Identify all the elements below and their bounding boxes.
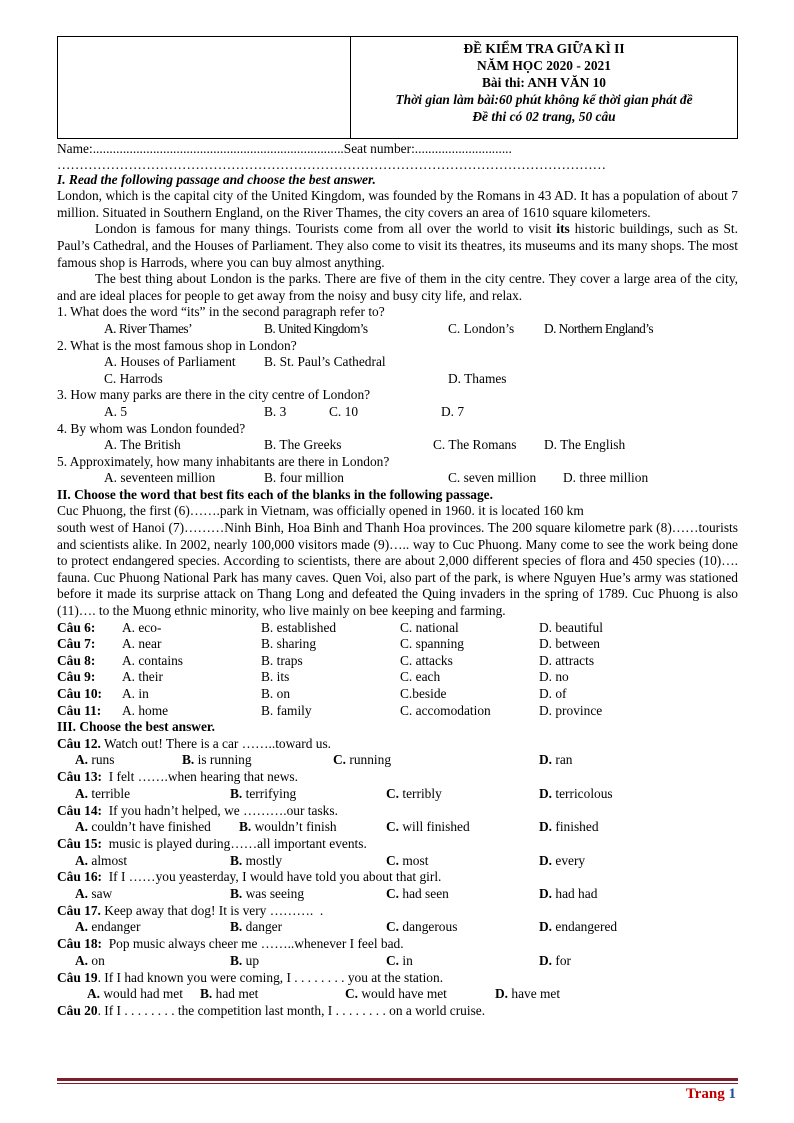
passage1-paragraph3: The best thing about London is the parks. There are five of them in the city centre. They cover a large area of the city, and are ideal places for people to get away from the noisy and busy city life, and relax. <box>57 271 738 303</box>
option-b <box>230 786 296 803</box>
option-c: C. spanning <box>400 636 464 652</box>
option-text: had seen <box>402 885 449 901</box>
question-15-options <box>57 853 738 870</box>
time-allowed: Thời gian làm bài:60 phút không kể thời gian phát đề <box>395 92 693 107</box>
question-17 <box>57 903 738 920</box>
question-label: Câu 13: <box>57 769 103 785</box>
question-13-options <box>57 786 738 803</box>
option-b <box>230 953 259 970</box>
option-d: D. Thames <box>448 370 507 386</box>
option-letter: A. <box>75 885 92 901</box>
question-text: music is played during……all important events. <box>102 835 367 851</box>
option-text: terrifying <box>245 785 297 801</box>
option-text: runs <box>91 752 115 768</box>
option-text: would have met <box>361 986 447 1002</box>
question-20 <box>57 1003 738 1020</box>
option-b <box>230 886 304 903</box>
option-b: B. 3 <box>264 403 287 419</box>
option-d: D. attracts <box>539 652 595 668</box>
option-letter: C. <box>386 852 403 868</box>
page-number <box>686 1086 736 1103</box>
option-letter: A. <box>87 986 104 1002</box>
option-letter: D. <box>539 952 556 968</box>
option-b: B. United Kingdom’s <box>264 320 368 336</box>
option-a: A. The British <box>104 437 181 453</box>
option-a <box>87 986 183 1003</box>
option-b: B. on <box>261 686 291 701</box>
page-label: Trang <box>685 1086 725 1102</box>
option-a <box>75 919 140 936</box>
question-4: 4. By whom was London founded? <box>57 420 246 436</box>
question-label: Câu 15: <box>57 835 103 851</box>
question-text: I felt …….when hearing that news. <box>102 769 298 785</box>
option-a: A. eco- <box>122 619 162 635</box>
question-label: Câu 9: <box>57 669 96 685</box>
option-b: B. family <box>261 702 312 718</box>
option-text: saw <box>91 885 113 901</box>
question-label: Câu 20 <box>57 1002 98 1018</box>
option-a: A. in <box>122 686 149 701</box>
option-text: running <box>349 752 392 768</box>
option-letter: D. <box>539 785 556 801</box>
option-text: had had <box>555 885 598 901</box>
option-text: would had met <box>103 986 183 1002</box>
option-c <box>386 953 413 970</box>
option-text: couldn’t have finished <box>91 819 211 835</box>
option-d: D. Northern England’s <box>544 320 654 336</box>
option-d: D. 7 <box>441 403 465 419</box>
option-b: B. established <box>261 619 337 635</box>
student-info-line: Name:...........................................................................Seat number:............................. <box>57 141 512 156</box>
option-letter: B. <box>239 819 255 835</box>
option-c: C. each <box>400 669 441 685</box>
section2-title: II. Choose the word that best fits each of the blanks in the following passage. <box>57 486 493 502</box>
passage1-paragraph1: London, which is the capital city of the United Kingdom, was founded by the Romans in 43 AD. It has a population of about 7 million. Situated in Southern England, on the River Thames, the city covers an area of 1610 square kilometers. <box>57 188 738 220</box>
question-label: Câu 14: <box>57 802 103 818</box>
option-a <box>75 819 211 836</box>
option-letter: A. <box>75 752 92 768</box>
question-label: Câu 17. <box>57 902 101 918</box>
option-b <box>230 919 282 936</box>
option-b: B. its <box>261 669 290 685</box>
footer-rule-thin <box>57 1083 738 1084</box>
question-4-options <box>57 437 738 454</box>
question-5-options <box>57 470 738 487</box>
option-a: A. home <box>122 702 169 718</box>
question-16-options <box>57 886 738 903</box>
option-text: in <box>402 952 413 968</box>
option-letter: B. <box>230 852 246 868</box>
option-letter: A. <box>75 785 92 801</box>
option-letter: A. <box>75 952 92 968</box>
p2-part-a: London is famous for many things. Tourists come from all over the world to visit <box>95 221 557 237</box>
question-label: Câu 16: <box>57 869 103 885</box>
question-17-options <box>57 919 738 936</box>
option-text: up <box>245 952 260 968</box>
header-left-cell <box>58 37 351 138</box>
question-text: Pop music always cheer me ……..whenever I feel bad. <box>102 936 404 952</box>
cloze-row <box>57 669 738 686</box>
cloze-row <box>57 636 738 653</box>
option-d: D. The English <box>544 437 626 453</box>
option-c: C. 10 <box>329 403 359 419</box>
option-text: every <box>555 852 586 868</box>
option-d: D. beautiful <box>539 619 603 635</box>
option-letter: B. <box>200 986 216 1002</box>
question-18-options <box>57 953 738 970</box>
option-a: A. near <box>122 636 162 652</box>
option-c: C. accomodation <box>400 702 491 718</box>
option-letter: C. <box>345 986 362 1002</box>
exam-header-box <box>57 36 738 139</box>
option-b <box>200 986 258 1003</box>
option-c <box>386 919 457 936</box>
p2-part-c: historic buildings, such as St. Paul’s Cathedral, and the Houses of Parliament. They also come to visit its theatres, its museums and its many shops. The most famous shop is Harrods, where you can buy almost anything. <box>57 221 738 270</box>
option-b <box>182 752 252 769</box>
question-2: 2. What is the most famous shop in London? <box>57 337 297 353</box>
option-b <box>239 819 337 836</box>
passage1-paragraph2 <box>57 221 738 271</box>
option-a: A. contains <box>122 652 183 668</box>
exam-page <box>57 36 738 1020</box>
option-a <box>75 786 130 803</box>
option-a <box>75 953 105 970</box>
option-text: most <box>402 852 429 868</box>
option-letter: C. <box>386 919 403 935</box>
option-letter: A. <box>75 819 92 835</box>
option-letter: C. <box>333 752 350 768</box>
option-letter: C. <box>386 952 403 968</box>
option-c <box>386 786 442 803</box>
option-letter: B. <box>230 952 246 968</box>
cloze-row <box>57 703 738 720</box>
option-letter: A. <box>75 919 92 935</box>
option-c <box>333 752 391 769</box>
option-c: C. London’s <box>448 320 515 336</box>
option-d <box>539 853 585 870</box>
option-letter: B. <box>230 919 246 935</box>
option-d <box>539 886 597 903</box>
option-d <box>539 953 571 970</box>
question-label: Câu 19 <box>57 969 98 985</box>
option-b: B. The Greeks <box>264 437 342 453</box>
question-14 <box>57 803 738 820</box>
question-1-options <box>57 321 738 338</box>
question-text: Watch out! There is a car ……..toward us. <box>100 735 331 751</box>
question-13 <box>57 769 738 786</box>
option-d: D. three million <box>563 470 649 486</box>
option-letter: C. <box>386 785 403 801</box>
option-letter: D. <box>495 986 512 1002</box>
question-label: Câu 12. <box>57 735 101 751</box>
option-letter: D. <box>539 752 556 768</box>
option-a <box>75 886 112 903</box>
option-a: A. their <box>122 669 163 685</box>
option-letter: D. <box>539 819 556 835</box>
option-text: have met <box>511 986 561 1002</box>
option-b: B. St. Paul’s Cathedral <box>264 354 386 370</box>
option-text: is running <box>197 752 252 768</box>
option-text: endanger <box>91 919 141 935</box>
question-5: 5. Approximately, how many inhabitants are there in London? <box>57 453 390 469</box>
cloze-answer-table <box>57 620 738 720</box>
question-2-options-ab <box>57 354 738 371</box>
option-d <box>539 752 572 769</box>
cloze-row <box>57 620 738 637</box>
option-text: endangered <box>555 919 618 935</box>
option-text: terrible <box>91 785 131 801</box>
option-d: D. no <box>539 669 569 685</box>
passage2-line1: Cuc Phuong, the first (6)…….park in Vietnam, was officially opened in 1960. it is located 160 km <box>57 503 584 519</box>
option-d: D. province <box>539 702 603 718</box>
option-d <box>495 986 560 1003</box>
subject: Bài thi: ANH VĂN 10 <box>482 75 606 90</box>
option-c: C. attacks <box>400 652 453 668</box>
option-b: B. sharing <box>261 636 317 652</box>
question-14-options <box>57 819 738 836</box>
option-text: terricolous <box>555 785 613 801</box>
option-c <box>345 986 447 1003</box>
option-text: dangerous <box>402 919 458 935</box>
option-a: A. seventeen million <box>104 470 216 486</box>
mcq-list <box>57 736 738 1020</box>
option-a <box>75 752 114 769</box>
option-letter: D. <box>539 885 556 901</box>
question-text: If I ……you yeasterday, I would have told you about that girl. <box>102 869 442 885</box>
passage2-body: south west of Hanoi (7)………Ninh Binh, Hoa Binh and Thanh Hoa provinces. The 200 square kilometre park (8)……tourists and scientists alike. In 2002, nearly 100,000 visitors made (9)….. way to Cuc Phuong. Many come to see the work being done to protect endangered species. According to scientists, there are about 2,000 different species of flora and 450 species (10)…. fauna. Cuc Phuong National Park has many caves. Quen Voi, also part of the park, is where Nguyen Hue’s army was stationed before it made its surprise attack on Thang Long and defeated the Quing invaders in the spring of 1789. Cuc Phuong is also (11)…. to the Muong ethnic minority, who live mainly on bee keeping and farming. <box>57 520 738 619</box>
question-label: Câu 6: <box>57 619 96 635</box>
option-text: will finished <box>402 819 470 835</box>
option-letter: C. <box>386 885 403 901</box>
option-c: C. Harrods <box>104 370 163 386</box>
option-text: finished <box>555 819 599 835</box>
question-text: . If I . . . . . . . . the competition last month, I . . . . . . . . on a world cruise. <box>97 1002 486 1018</box>
option-text: mostly <box>245 852 283 868</box>
option-text: almost <box>91 852 128 868</box>
question-label: Câu 18: <box>57 936 103 952</box>
header-right-cell <box>351 37 737 138</box>
option-d: D. between <box>539 636 600 652</box>
footer-rule-thick <box>57 1078 738 1081</box>
option-c <box>386 886 449 903</box>
option-text: ran <box>555 752 573 768</box>
question-12-options <box>57 752 738 769</box>
page-num: 1 <box>728 1086 736 1102</box>
cloze-row <box>57 653 738 670</box>
question-18 <box>57 936 738 953</box>
option-b: B. four million <box>264 470 344 486</box>
option-c: C. seven million <box>448 470 537 486</box>
question-text: Keep away that dog! It is very ………. . <box>100 902 324 918</box>
question-16 <box>57 869 738 886</box>
option-d <box>539 786 613 803</box>
option-c: C.beside <box>400 686 447 701</box>
option-text: for <box>555 952 571 968</box>
exam-title: ĐỀ KIỂM TRA GIỮA KÌ II <box>463 41 625 56</box>
option-a: A. River Thames’ <box>104 320 193 336</box>
question-label: Câu 8: <box>57 652 96 668</box>
dots-divider: …………………………………………………………………………………………………………… <box>57 156 607 172</box>
question-3: 3. How many parks are there in the city centre of London? <box>57 387 371 403</box>
option-c <box>386 819 470 836</box>
option-letter: D. <box>539 919 556 935</box>
option-a <box>75 853 127 870</box>
question-2-options-cd <box>57 371 738 388</box>
option-letter: C. <box>386 819 403 835</box>
option-c: C. The Romans <box>433 437 517 453</box>
page-count: Đề thi có 02 trang, 50 câu <box>472 109 616 124</box>
option-c <box>386 853 428 870</box>
question-label: Câu 7: <box>57 636 96 652</box>
cloze-row <box>57 686 738 703</box>
option-b <box>230 853 282 870</box>
option-text: was seeing <box>245 885 305 901</box>
option-a: A. 5 <box>104 403 128 419</box>
option-letter: B. <box>230 885 246 901</box>
option-text: had met <box>215 986 259 1002</box>
question-label: Câu 10: <box>57 686 103 701</box>
question-text: . If I had known you were coming, I . . . . . . . . you at the station. <box>97 969 444 985</box>
question-12 <box>57 736 738 753</box>
p2-bold-its: its <box>556 221 570 237</box>
option-letter: A. <box>75 852 92 868</box>
question-text: If you hadn’t helped, we ……….our tasks. <box>102 802 338 818</box>
question-label: Câu 11: <box>57 702 102 718</box>
school-year: NĂM HỌC 2020 - 2021 <box>477 58 611 73</box>
option-d <box>539 919 617 936</box>
option-letter: B. <box>230 785 246 801</box>
option-text: danger <box>245 919 283 935</box>
option-d <box>539 819 599 836</box>
option-letter: D. <box>539 852 556 868</box>
section1-title: I. Read the following passage and choose the best answer. <box>57 171 376 187</box>
option-text: wouldn’t finish <box>254 819 337 835</box>
question-3-options <box>57 404 738 421</box>
option-letter: B. <box>182 752 198 768</box>
option-d: D. of <box>539 686 567 701</box>
option-text: on <box>91 952 105 968</box>
question-19 <box>57 970 738 987</box>
section3-title: III. Choose the best answer. <box>57 719 215 735</box>
option-a: A. Houses of Parliament <box>104 354 236 370</box>
option-b: B. traps <box>261 652 303 668</box>
question-1: 1. What does the word “its” in the second paragraph refer to? <box>57 304 385 320</box>
option-c: C. national <box>400 619 459 635</box>
question-19-options <box>57 986 738 1003</box>
option-text: terribly <box>402 785 442 801</box>
question-15 <box>57 836 738 853</box>
